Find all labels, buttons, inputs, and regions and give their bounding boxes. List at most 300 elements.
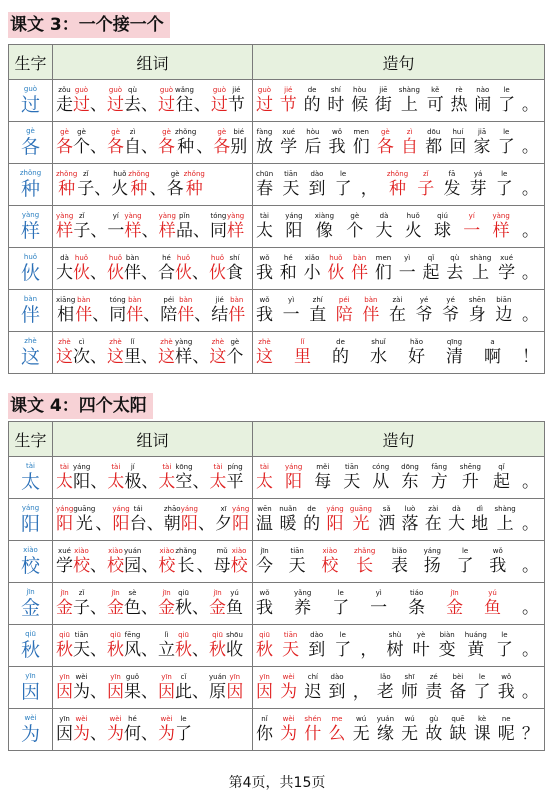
- hanzi: 子: [73, 598, 90, 618]
- hanzi: 、: [192, 221, 210, 241]
- pinyin-char: [496, 170, 513, 199]
- hanzi: 、: [90, 682, 107, 702]
- hanzi: 为: [158, 724, 175, 744]
- hanzi: 校: [321, 556, 339, 576]
- word-sequence: [53, 589, 252, 618]
- hanzi: 。: [521, 556, 539, 576]
- table-row: [9, 332, 545, 374]
- pinyin: yàng: [124, 212, 142, 220]
- hanzi: 阳: [180, 514, 198, 534]
- pinyin: fā: [448, 170, 456, 178]
- hanzi: 各: [158, 137, 175, 157]
- pinyin: xué: [58, 547, 71, 555]
- hanzi: 光: [352, 514, 370, 534]
- hanzi: 春: [256, 179, 274, 199]
- pinyin: píng: [227, 463, 243, 471]
- hanzi: 边: [495, 305, 513, 325]
- pinyin: yuán: [124, 547, 142, 555]
- pinyin: guò: [23, 85, 38, 93]
- pinyin: guāng: [349, 505, 372, 513]
- pinyin-char: [124, 254, 141, 283]
- pinyin-char: [256, 338, 273, 367]
- hanzi: 、: [94, 179, 112, 199]
- pinyin: huǒ: [210, 254, 225, 262]
- hanzi: 、: [90, 137, 107, 157]
- pinyin: yīn: [110, 673, 121, 681]
- pinyin-char: [232, 505, 249, 534]
- pinyin-char: [226, 631, 243, 660]
- pinyin-char: [158, 254, 175, 283]
- hanzi: 台: [129, 514, 147, 534]
- table-row: [9, 457, 545, 499]
- pinyin: xué: [282, 128, 296, 136]
- pinyin: men: [375, 254, 392, 262]
- hanzi: 校: [107, 556, 124, 576]
- word-sequence: [53, 547, 252, 576]
- pinyin-char: [474, 128, 491, 157]
- char-cell: [9, 80, 53, 122]
- hanzi: 球: [433, 221, 451, 241]
- pinyin-char: [401, 505, 418, 534]
- pinyin: yì: [375, 589, 382, 597]
- pinyin-char: [56, 547, 73, 576]
- pinyin-char: [158, 86, 175, 115]
- char-cell: [9, 667, 53, 709]
- pinyin-char: [175, 715, 192, 744]
- pinyin: cóng: [372, 463, 390, 471]
- hanzi: 老: [376, 682, 394, 702]
- pinyin-char: [107, 463, 124, 492]
- pinyin: zhǒng: [128, 170, 150, 178]
- hanzi: 。: [521, 682, 539, 702]
- hanzi: 这: [256, 347, 273, 367]
- word-sequence: [53, 338, 252, 367]
- pinyin: zhè: [160, 338, 173, 346]
- hanzi: 们: [352, 137, 370, 157]
- hanzi: 样: [227, 221, 245, 241]
- pinyin-char: [416, 296, 433, 325]
- hanzi: 了: [332, 598, 350, 618]
- pinyin: hé: [283, 254, 293, 262]
- pinyin-char: [73, 673, 90, 702]
- hanzi: 秋: [209, 640, 226, 660]
- pinyin-char: [175, 547, 196, 576]
- pinyin: me: [331, 715, 343, 723]
- pinyin: yáng: [73, 463, 91, 471]
- pinyin: le: [339, 631, 346, 639]
- hanzi: 落: [401, 514, 419, 534]
- pinyin: sè: [128, 589, 137, 597]
- hanzi: 伴: [362, 305, 380, 325]
- pinyin-char: [124, 715, 141, 744]
- pinyin: yáng: [112, 505, 130, 513]
- hanzi: 天: [282, 179, 300, 199]
- pinyin-char: [141, 463, 158, 492]
- pinyin: guǒ: [125, 673, 140, 681]
- hanzi: 学: [56, 556, 73, 576]
- hanzi: 暖: [279, 514, 297, 534]
- lesson-4-title: [8, 393, 153, 419]
- words-cell: [53, 164, 253, 206]
- pinyin-char: [56, 296, 75, 325]
- sentence-cell: [253, 248, 545, 290]
- pinyin: yí: [112, 212, 119, 220]
- hanzi: 伴: [228, 305, 246, 325]
- pinyin: zé: [429, 673, 438, 681]
- pinyin: qiū: [178, 631, 189, 639]
- sentence-sequence: [253, 212, 544, 241]
- char-cell: [9, 164, 53, 206]
- pinyin-char: [522, 254, 539, 283]
- pinyin-char: [494, 505, 515, 534]
- pinyin-char: [378, 505, 395, 534]
- hanzi: 、: [192, 598, 209, 618]
- sentence-sequence: [253, 296, 544, 325]
- pinyin-char: [425, 715, 442, 744]
- pinyin-char: [328, 715, 345, 744]
- pinyin: yuán: [376, 715, 395, 723]
- hanzi: 、: [90, 724, 107, 744]
- pinyin: zhǒng: [175, 128, 197, 136]
- pinyin-char: [124, 338, 141, 367]
- hanzi: 的: [303, 95, 321, 115]
- sentence-cell: [253, 709, 545, 751]
- pinyin-char: [498, 715, 515, 744]
- pinyin-char: [493, 463, 510, 492]
- sentence-cell: [253, 164, 545, 206]
- hanzi: 陪: [160, 305, 178, 325]
- pinyin: zhǒng: [183, 170, 205, 178]
- pinyin-char: [107, 715, 124, 744]
- pinyin-char: [175, 338, 192, 367]
- word-sequence: [53, 505, 252, 534]
- pinyin: tiān: [345, 463, 359, 471]
- hanzi: 水: [370, 347, 387, 367]
- pinyin: gù: [429, 715, 439, 723]
- pinyin-char: [446, 589, 463, 618]
- hanzi: 像: [315, 221, 333, 241]
- pinyin: zhǒng: [19, 169, 42, 177]
- words-cell: [53, 332, 253, 374]
- pinyin-char: [256, 673, 273, 702]
- pinyin-char: [283, 296, 300, 325]
- pinyin: shēn: [468, 296, 486, 304]
- char-cell: [9, 625, 53, 667]
- hanzi: 过: [210, 95, 228, 115]
- pinyin-char: [376, 212, 393, 241]
- hanzi: 各: [213, 137, 231, 157]
- pinyin: zhāo: [163, 505, 181, 513]
- pinyin-char: [209, 338, 226, 367]
- hanzi: 阳: [20, 513, 40, 535]
- hanzi: 回: [449, 137, 467, 157]
- pinyin-char: [147, 505, 164, 534]
- hanzi: 种: [130, 179, 148, 199]
- pinyin-char: [370, 589, 387, 618]
- hanzi: ，: [360, 179, 378, 199]
- hanzi: 树: [386, 640, 404, 660]
- pinyin: rè: [455, 86, 463, 94]
- pinyin: yǎng: [293, 589, 312, 597]
- pinyin-char: [449, 128, 466, 157]
- hanzi: 天: [288, 556, 306, 576]
- pinyin: zǒu: [58, 86, 71, 94]
- pinyin-char: [343, 463, 360, 492]
- lesson-title-text: 课文 4：四个太阳: [10, 396, 147, 416]
- pinyin: jīn: [162, 589, 171, 597]
- hanzi: 种: [177, 137, 195, 157]
- pinyin-char: [360, 631, 377, 660]
- hanzi: 课: [473, 724, 491, 744]
- words-cell: [53, 206, 253, 248]
- pinyin-char: [282, 170, 299, 199]
- pinyin-char: [176, 212, 193, 241]
- pinyin-char: [256, 505, 273, 534]
- pinyin: hé: [128, 715, 137, 723]
- pinyin-char: [141, 631, 158, 660]
- pinyin-char: [141, 715, 158, 744]
- hanzi: 金: [158, 598, 175, 618]
- hanzi: 、: [192, 682, 209, 702]
- pinyin: péi: [338, 296, 350, 304]
- pinyin-char: [401, 128, 418, 157]
- pinyin-char: [413, 631, 430, 660]
- hanzi: 火: [111, 179, 129, 199]
- hanzi: 为: [73, 724, 90, 744]
- sentence-cell: [253, 625, 545, 667]
- pinyin-char: [332, 338, 349, 367]
- pinyin-char: [21, 253, 40, 284]
- pinyin-char: [350, 505, 372, 534]
- pinyin-char: [230, 128, 247, 157]
- pinyin: yīn: [229, 673, 241, 681]
- pinyin: qǐ: [427, 254, 435, 262]
- pinyin-char: [474, 86, 491, 115]
- hanzi: 合: [158, 263, 175, 283]
- hanzi: 今: [256, 556, 273, 576]
- pinyin-char: [90, 715, 107, 744]
- hanzi: 阳: [285, 472, 303, 492]
- char-cell: [9, 541, 53, 583]
- hanzi: 为: [73, 682, 90, 702]
- pinyin-char: [21, 546, 40, 577]
- pinyin-char: [308, 170, 325, 199]
- hanzi: 结: [211, 305, 229, 325]
- hanzi: 自: [401, 137, 419, 157]
- header-char: 生字: [9, 45, 53, 80]
- pinyin-char: [469, 296, 486, 325]
- pinyin: tiān: [74, 631, 89, 639]
- hanzi: 金: [209, 598, 226, 618]
- hanzi: 、: [141, 95, 158, 115]
- pinyin: jiē: [379, 86, 388, 94]
- pinyin: yàng: [492, 212, 510, 220]
- pinyin-char: [256, 463, 273, 492]
- pinyin: yú: [230, 589, 239, 597]
- pinyin-char: [375, 254, 392, 283]
- sentence-cell: [253, 332, 545, 374]
- pinyin-char: [256, 170, 273, 199]
- hanzi: 、: [146, 514, 164, 534]
- hanzi: 因: [226, 682, 244, 702]
- hanzi: 到: [328, 682, 346, 702]
- pinyin-char: [386, 631, 403, 660]
- table-row: [9, 667, 545, 709]
- hanzi: 平: [226, 472, 244, 492]
- hanzi: 这: [20, 346, 40, 368]
- pinyin: wèi: [282, 673, 295, 681]
- pinyin: dà: [379, 212, 389, 220]
- hanzi: 每: [314, 472, 332, 492]
- pinyin-char: [448, 505, 465, 534]
- pinyin: qiū: [178, 589, 189, 597]
- hanzi: 一: [463, 221, 481, 241]
- pinyin: shōu: [226, 631, 243, 639]
- hanzi: 、: [192, 347, 210, 367]
- pinyin-char: [304, 715, 321, 744]
- pinyin-char: [484, 338, 501, 367]
- lesson-3-table: [8, 44, 545, 374]
- pinyin-char: [184, 170, 205, 199]
- pinyin-char: [193, 212, 210, 241]
- hanzi: 、: [192, 640, 209, 660]
- hanzi: 为: [107, 724, 124, 744]
- words-cell: [53, 248, 253, 290]
- hanzi: 立: [158, 640, 175, 660]
- pinyin-char: [73, 505, 95, 534]
- pinyin-char: [377, 715, 394, 744]
- pinyin: xī: [220, 505, 227, 513]
- pinyin-char: [73, 715, 90, 744]
- pinyin-char: [294, 338, 311, 367]
- pinyin: yáng: [285, 212, 303, 220]
- pinyin: dào: [310, 170, 324, 178]
- pinyin: hǎo: [409, 338, 423, 346]
- hanzi: 东: [401, 472, 419, 492]
- hanzi: 走: [56, 95, 73, 115]
- pinyin: gè: [217, 128, 227, 136]
- pinyin-char: [327, 254, 344, 283]
- pinyin-char: [498, 128, 515, 157]
- pinyin-char: [451, 86, 468, 115]
- hanzi: 为: [20, 723, 40, 745]
- pinyin: tài: [260, 463, 269, 471]
- hanzi: 热: [450, 95, 468, 115]
- pinyin: shī: [404, 673, 415, 681]
- pinyin: xiào: [23, 546, 38, 554]
- hanzi: 秋: [256, 640, 273, 660]
- hanzi: 了: [497, 137, 515, 157]
- pinyin-char: [197, 547, 214, 576]
- hanzi: 、: [194, 305, 212, 325]
- pinyin-char: [256, 589, 273, 618]
- lesson-title-text: 课文 3：一个接一个: [10, 15, 164, 35]
- pinyin-char: [21, 714, 40, 745]
- pinyin: shí: [229, 254, 240, 262]
- hanzi: 无: [401, 724, 419, 744]
- hanzi: 在: [388, 305, 406, 325]
- pinyin-char: [495, 296, 512, 325]
- pinyin-char: [142, 212, 159, 241]
- pinyin-char: [107, 589, 124, 618]
- hanzi: 果: [124, 682, 141, 702]
- pinyin-char: [346, 212, 363, 241]
- pinyin: biān: [496, 296, 512, 304]
- sentence-cell: [253, 290, 545, 332]
- table-row: [9, 248, 545, 290]
- hanzi: 过: [107, 95, 124, 115]
- hanzi: 和: [279, 263, 297, 283]
- words-cell: [53, 290, 253, 332]
- hanzi: 表: [390, 556, 408, 576]
- sentence-cell: [253, 583, 545, 625]
- pinyin: wèi: [282, 715, 295, 723]
- hanzi: 什: [304, 724, 322, 744]
- char-cell: [9, 122, 53, 164]
- pinyin: shàng: [470, 254, 492, 262]
- hanzi: 、: [141, 137, 158, 157]
- pinyin: shàng: [494, 505, 516, 513]
- hanzi: 、: [196, 137, 214, 157]
- pinyin: yàng: [21, 211, 40, 219]
- pinyin-char: [439, 631, 456, 660]
- word-sequence: [53, 212, 252, 241]
- pinyin: dào: [330, 673, 344, 681]
- pinyin: qiú: [437, 212, 448, 220]
- pinyin: xué: [500, 254, 514, 262]
- hanzi: 样: [124, 221, 142, 241]
- hanzi: 责: [425, 682, 443, 702]
- table-row: [9, 80, 545, 122]
- pinyin-char: [75, 296, 92, 325]
- pinyin-char: [304, 254, 321, 283]
- pinyin: yàng: [226, 212, 245, 220]
- sentence-sequence: [253, 338, 544, 367]
- pinyin-char: [56, 128, 73, 157]
- pinyin-char: [226, 589, 243, 618]
- pinyin-char: [90, 631, 107, 660]
- pinyin-char: [408, 589, 425, 618]
- hanzi: 。: [522, 514, 539, 534]
- pinyin: wèi: [160, 715, 173, 723]
- lesson-3-title: [8, 12, 170, 38]
- pinyin: zì: [129, 128, 136, 136]
- hanzi: 、: [141, 682, 158, 702]
- sentence-sequence: [253, 715, 544, 744]
- pinyin: zǐ: [82, 170, 89, 178]
- pinyin-char: [425, 128, 442, 157]
- hanzi: 节: [279, 95, 297, 115]
- pinyin: zǐ: [422, 170, 429, 178]
- pinyin: shuǐ: [371, 338, 386, 346]
- pinyin-char: [370, 338, 387, 367]
- hanzi: 因: [56, 682, 73, 702]
- sentence-sequence: [253, 86, 544, 115]
- pinyin-char: [198, 505, 215, 534]
- table-header-row: [9, 45, 545, 80]
- pinyin-char: [285, 212, 302, 241]
- hanzi: 伙: [175, 263, 192, 283]
- pinyin-char: [449, 673, 466, 702]
- pinyin: bàn: [128, 296, 142, 304]
- hanzi: 发: [443, 179, 461, 199]
- pinyin-char: [56, 170, 77, 199]
- hanzi: 洒: [378, 514, 396, 534]
- hanzi: 样: [20, 220, 40, 242]
- pinyin: wǎng: [175, 86, 194, 94]
- pinyin-char: [377, 128, 394, 157]
- pinyin-char: [90, 589, 107, 618]
